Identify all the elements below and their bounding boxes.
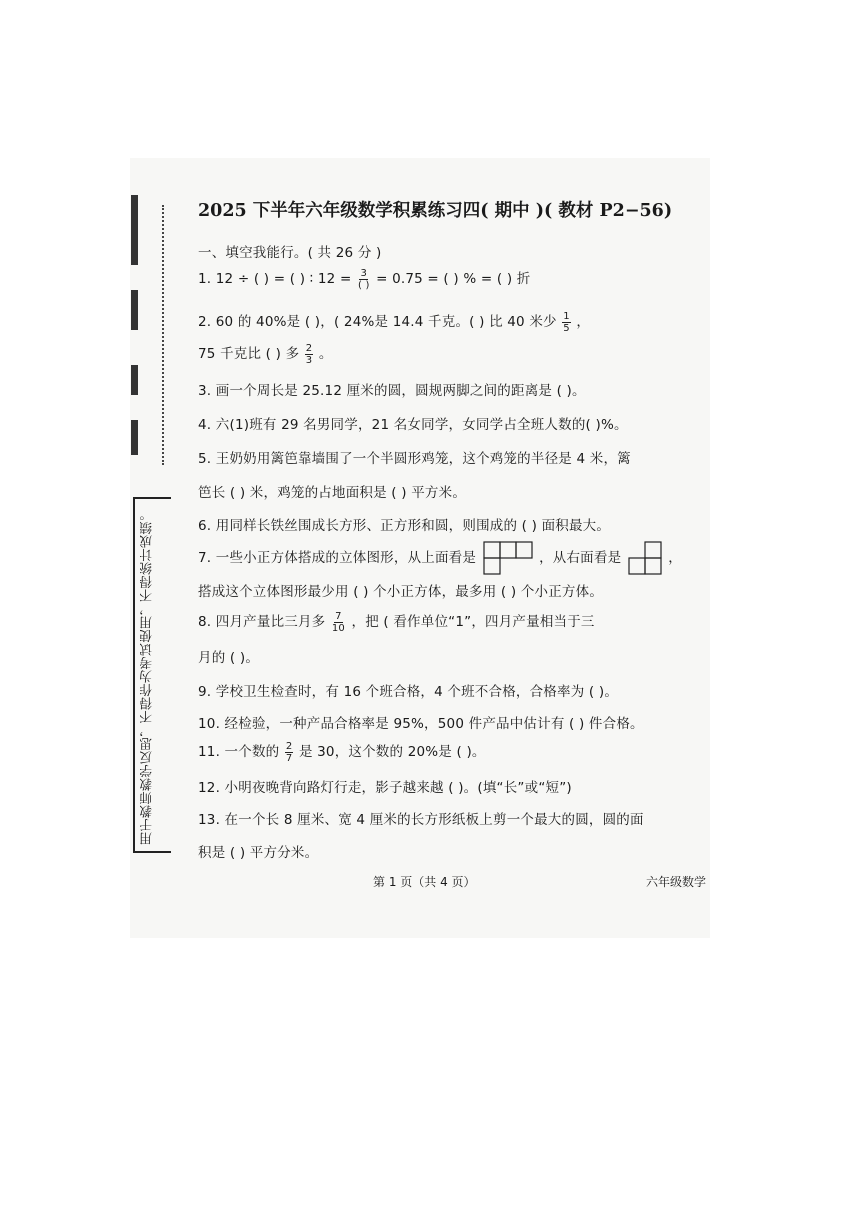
question-13-line-1: 13. 在一个长 8 厘米、宽 4 厘米的长方形纸板上剪一个最大的圆，圆的面 — [198, 812, 644, 828]
page-title: 2025 下半年六年级数学积累练习四( 期中 )( 教材 P2−56) — [198, 201, 673, 221]
q1-tail: = 0.75 = ( ) % = ( ) 折 — [376, 271, 531, 287]
q8-text-tail: ，把 ( 看作单位“1”，四月产量相当于三 — [351, 614, 595, 630]
question-1 — [198, 267, 530, 291]
question-11 — [198, 740, 486, 764]
q1-text: 1. 12 ÷ ( ) = ( ) ∶ 12 = — [198, 271, 352, 287]
fraction-numerator: 2 — [285, 740, 293, 752]
q11-text-tail: 是 30，这个数的 20%是 ( )。 — [298, 744, 486, 760]
question-13-line-2: 积是 ( ) 平方分米。 — [198, 845, 319, 861]
fraction-denominator: 10 — [331, 622, 345, 634]
q2-text-b-end: 。 — [318, 346, 333, 362]
q2-text-a-end: ， — [576, 314, 591, 330]
question-6: 6. 用同样长铁丝围成长方形、正方形和圆，则围成的 ( ) 面积最大。 — [198, 518, 611, 534]
question-8-line-2: 月的 ( )。 — [198, 650, 260, 666]
q11-fraction — [285, 741, 294, 764]
binding-marks — [131, 195, 141, 455]
question-7-line-2: 搭成这个立体图形最少用 ( ) 个小正方体，最多用 ( ) 个小正方体。 — [198, 584, 604, 600]
question-12: 12. 小明夜晚背向路灯行走，影子越来越 ( )。(填“长”或“短”) — [198, 780, 572, 796]
q7-text-mid: ，从右面看是 — [539, 550, 622, 566]
question-10: 10. 经检验，一种产品合格率是 95%，500 件产品中估计有 ( ) 件合格。 — [198, 716, 644, 732]
q2-fraction-1 — [562, 311, 571, 334]
question-2-line-2 — [198, 342, 333, 366]
q2-text-a: 2. 60 的 40%是 ( )，( 24%是 14.4 千克。( ) 比 40 米少 — [198, 314, 557, 330]
q8-fraction — [331, 611, 346, 634]
question-9: 9. 学校卫生检查时，有 16 个班合格，4 个班不合格，合格率为 ( )。 — [198, 684, 619, 700]
fraction-numerator: 1 — [563, 310, 570, 322]
section-heading: 一、填空我能行。( 共 26 分 ) — [198, 245, 382, 261]
question-3: 3. 画一个周长是 25.12 厘米的圆，圆规两脚之间的距离是 ( )。 — [198, 383, 586, 399]
top-view-figure — [483, 541, 533, 575]
right-view-figure — [628, 541, 662, 575]
fraction-numerator: 7 — [335, 610, 342, 622]
question-4: 4. 六(1)班有 29 名男同学，21 名女同学，女同学占全班人数的( )%。 — [198, 417, 628, 433]
q1-fraction — [357, 268, 371, 291]
question-5-line-1: 5. 王奶奶用篱笆靠墙围了一个半圆形鸡笼，这个鸡笼的半径是 4 米，篱 — [198, 451, 631, 467]
footer-subject: 六年级数学 — [646, 875, 707, 889]
fraction-numerator: 3 — [360, 267, 368, 279]
question-2-line-1 — [198, 310, 590, 334]
fraction-denominator: 3 — [305, 354, 313, 366]
fraction-denominator: 5 — [563, 322, 570, 334]
q7-text-a: 7. 一些小正方体搭成的立体图形，从上面看是 — [198, 550, 477, 566]
q8-text-a: 8. 四月产量比三月多 — [198, 614, 326, 630]
q7-text-end: ， — [668, 550, 682, 566]
question-5-line-2: 笆长 ( ) 米，鸡笼的占地面积是 ( ) 平方米。 — [198, 485, 467, 501]
dotted-binding-line — [162, 205, 164, 465]
side-notice-text: 用于教师教学反思，不得作为考试使用，不得统计成绩。 — [140, 507, 155, 845]
fraction-denominator: 7 — [285, 752, 293, 764]
q11-text-a: 11. 一个数的 — [198, 744, 280, 760]
q2-text-b: 75 千克比 ( ) 多 — [198, 346, 300, 362]
question-7-line-1 — [198, 541, 682, 575]
fraction-denominator: ( ) — [357, 279, 370, 291]
question-8-line-1 — [198, 610, 595, 634]
fraction-numerator: 2 — [305, 342, 313, 354]
footer-page-number: 第 1 页（共 4 页） — [373, 875, 476, 889]
q2-fraction-2 — [305, 343, 314, 366]
